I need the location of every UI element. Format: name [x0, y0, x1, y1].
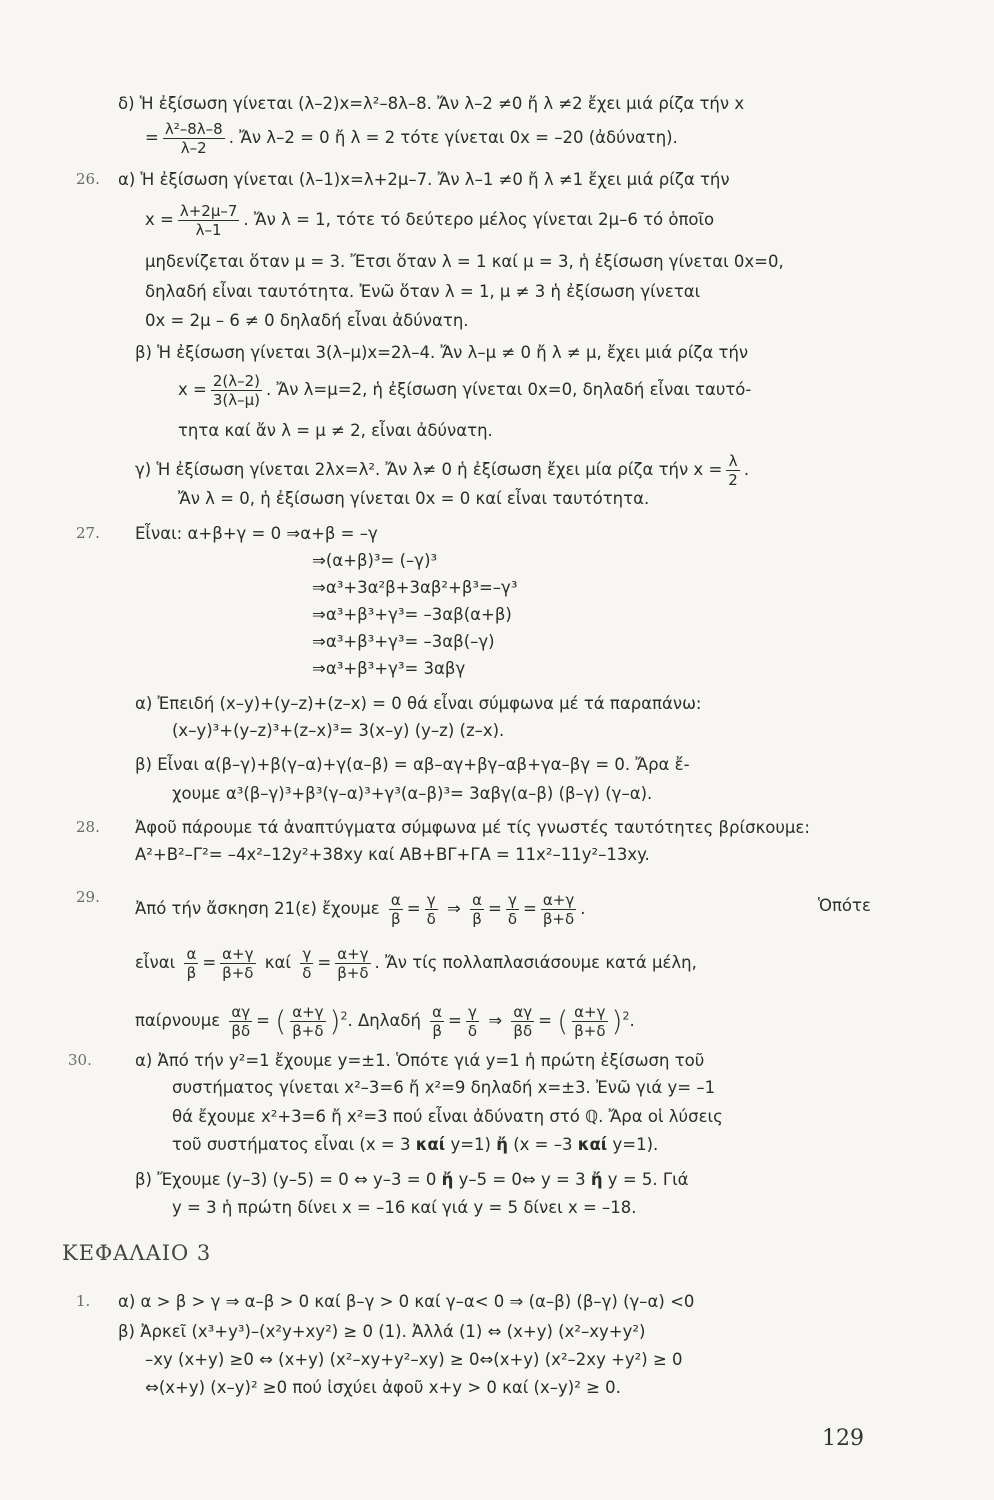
p27-b-line1: β) Εἶναι α(β–γ)+β(γ–α)+γ(α–β) = αβ–αγ+βγ–αβ+γα–βγ = 0. Ἄρα ἔ-	[135, 755, 690, 774]
p30-b-line2: y = 3 ἡ πρώτη δίνει x = –16 καί γιά y = 5 δίνει x = –18.	[172, 1198, 637, 1217]
p27-line6: ⇒α³+β³+γ³= 3αβγ	[312, 659, 466, 678]
p26-b-line1: β) Ἡ ἐξίσωση γίνεται 3(λ–μ)x=2λ–4. Ἄν λ–μ ≠ 0 ἤ λ ≠ μ, ἔχει μιά ρίζα τήν	[135, 343, 749, 362]
p26-a-line2: x = $\frac{\lambda+2\mu-7}{\lambda-1}$ . Ἄν λ = 1, τότε τό δεύτερο μέλος γίνεται 2μ–6 τό ὁποῖο	[145, 202, 715, 239]
c3-b-line1: β) Ἀρκεῖ (x³+y³)–(x²y+xy²) ≥ 0 (1). Ἀλλά (1) ⇔ (x+y) (x²–xy+y²)	[118, 1322, 646, 1341]
exercise-number-29: 29.	[76, 888, 100, 906]
p29-line3: παίρνουμε $\frac{\alpha\gamma}{\beta\delta}$ = ( $\frac{\alpha+\gamma}{\beta+\delta}$ )$^2$. Δηλαδή $\frac{\alpha}{\beta}$ = $\frac{\gamma}{\delta}$ ⇒ $\frac{\alpha\gamma}{\beta\delta}$ = ( $\frac{\alpha+\gamma}{\beta+\delta}$ )$^2$.	[135, 1003, 635, 1040]
exercise-number-1: 1.	[76, 1292, 91, 1310]
p27-line3: ⇒α³+3α²β+3αβ²+β³=–γ³	[312, 578, 518, 597]
p27-a-line1: α) Ἐπειδή (x–y)+(y–z)+(z–x) = 0 θά εἶναι σύμφωνα μέ τά παραπάνω:	[135, 694, 702, 713]
p27-line5: ⇒α³+β³+γ³= –3αβ(–γ)	[312, 632, 495, 651]
p26-a-line3: μηδενίζεται ὅταν μ = 3. Ἔτσι ὅταν λ = 1 καί μ = 3, ἡ ἐξίσωση γίνεται 0x=0,	[145, 252, 784, 271]
c3-a-line1: α) α > β > γ ⇒ α–β > 0 καί β–γ > 0 καί γ–α< 0 ⇒ (α–β) (β–γ) (γ–α) <0	[118, 1292, 695, 1311]
p30-a-line2: συστήματος γίνεται x²–3=6 ἤ x²=9 δηλαδή x=±3. Ἐνῶ γιά y= –1	[172, 1078, 716, 1097]
p30-a-line1: α) Ἀπό τήν y²=1 ἔχουμε y=±1. Ὁπότε γιά y=1 ἡ πρώτη ἐξίσωση τοῦ	[135, 1051, 705, 1070]
p29-line2: εἶναι $\frac{\alpha}{\beta}$ = $\frac{\alpha+\gamma}{\beta+\delta}$ καί $\frac{\gamma}{\delta}$ = $\frac{\alpha+\gamma}{\beta+\delta}$ . Ἄν τίς πολλαπλασιάσουμε κατά μέλη,	[135, 945, 697, 982]
p26-b-line3: τητα καί ἄν λ = μ ≠ 2, εἶναι ἀδύνατη.	[178, 421, 493, 440]
exercise-number-26: 26.	[76, 170, 100, 188]
p28-line1: Ἀφοῦ πάρουμε τά ἀναπτύγματα σύμφωνα μέ τίς γνωστές ταυτότητες βρίσκουμε:	[135, 818, 810, 837]
page-number: 129	[822, 1426, 864, 1451]
p27-b-line2: χουμε α³(β–γ)³+β³(γ–α)³+γ³(α–β)³= 3αβγ(α–β) (β–γ) (γ–α).	[172, 784, 653, 803]
p29-line1: Ἀπό τήν ἄσκηση 21(ε) ἔχουμε $\frac{\alpha}{\beta}$ = $\frac{\gamma}{\delta}$ ⇒ $\frac{\alpha}{\beta}$ = $\frac{\gamma}{\delta}$ = $\frac{\alpha+\gamma}{\beta+\delta}$ .	[135, 891, 586, 928]
p27-a-line2: (x–y)³+(y–z)³+(z–x)³= 3(x–y) (y–z) (z–x).	[172, 721, 505, 740]
p26-a-line5: 0x = 2μ – 6 ≠ 0 δηλαδή εἶναι ἀδύνατη.	[145, 311, 469, 330]
p26-c-line2: Ἄν λ = 0, ἡ ἐξίσωση γίνεται 0x = 0 καί εἶναι ταυτότητα.	[178, 489, 650, 508]
exercise-number-28: 28.	[76, 818, 100, 836]
p26-a-line4: δηλαδή εἶναι ταυτότητα. Ἐνῶ ὅταν λ = 1, μ ≠ 3 ἡ ἐξίσωση γίνεται	[145, 282, 701, 301]
p27-line2: ⇒(α+β)³= (–γ)³	[312, 551, 438, 570]
exercise-number-27: 27.	[76, 524, 100, 542]
fraction: $\frac{\lambda+2\mu-7}{\lambda-1}$	[179, 202, 238, 239]
exercise-number-30: 30.	[68, 1051, 92, 1069]
p30-b-line1: β) Ἔχουμε (y–3) (y–5) = 0 ⇔ y–3 = 0 ἤ y–5 = 0⇔ y = 3 ἤ y = 5. Γιά	[135, 1170, 689, 1189]
fraction: $\frac{\lambda}{2}$	[728, 452, 738, 489]
p26-a-line1: α) Ἡ ἐξίσωση γίνεται (λ–1)x=λ+2μ–7. Ἄν λ–1 ≠0 ἤ λ ≠1 ἔχει μιά ρίζα τήν	[118, 170, 730, 189]
p30-a-line3: θά ἔχουμε x²+3=6 ἤ x²=3 πού εἶναι ἀδύνατη στό ℚ. Ἄρα οἱ λύσεις	[172, 1107, 723, 1126]
p26-c-line1: γ) Ἡ ἐξίσωση γίνεται 2λx=λ². Ἄν λ≠ 0 ἡ ἐξίσωση ἔχει μία ρίζα τήν x = $\frac{\lambda}{2}$ .	[135, 452, 750, 489]
p27-line4: ⇒α³+β³+γ³= –3αβ(α+β)	[312, 605, 512, 624]
fraction: $\frac{\text{λ²–8λ–8}}{\lambda-2}$	[164, 120, 223, 157]
fraction: $\frac{2(\lambda-2)}{3(\lambda-\mu)}$	[212, 372, 261, 409]
p27-line1: Εἶναι: α+β+γ = 0 ⇒α+β = –γ	[135, 524, 378, 543]
p25-d-line2: = $\frac{\text{λ²–8λ–8}}{\lambda-2}$ . Ἄν λ–2 = 0 ἤ λ = 2 τότε γίνεται 0x = –20 (ἀδύνατη).	[145, 120, 678, 157]
p25-d-line1: δ) Ἡ ἐξίσωση γίνεται (λ–2)x=λ²–8λ–8. Ἄν λ–2 ≠0 ἤ λ ≠2 ἔχει μιά ρίζα τήν x	[118, 94, 745, 113]
c3-b-line2: –xy (x+y) ≥0 ⇔ (x+y) (x²–xy+y²–xy) ≥ 0⇔(x+y) (x²–2xy +y²) ≥ 0	[145, 1350, 683, 1369]
p29-opote: Ὁπότε	[818, 896, 871, 915]
p30-a-line4: τοῦ συστήματος εἶναι (x = 3 καί y=1) ἤ (x = –3 καί y=1).	[172, 1135, 659, 1154]
c3-b-line3: ⇔(x+y) (x–y)² ≥0 πού ἰσχύει ἀφοῦ x+y > 0 καί (x–y)² ≥ 0.	[145, 1378, 621, 1397]
p28-line2: Α²+Β²–Γ²= –4x²–12y²+38xy καί ΑΒ+ΒΓ+ΓΑ = 11x²–11y²–13xy.	[135, 845, 650, 864]
p26-b-line2: x = $\frac{2(\lambda-2)}{3(\lambda-\mu)}$ . Ἄν λ=μ=2, ἡ ἐξίσωση γίνεται 0x=0, δηλαδή εἶναι ταυτό-	[178, 372, 752, 409]
chapter-heading: ΚΕΦΑΛΑΙΟ 3	[62, 1241, 212, 1265]
